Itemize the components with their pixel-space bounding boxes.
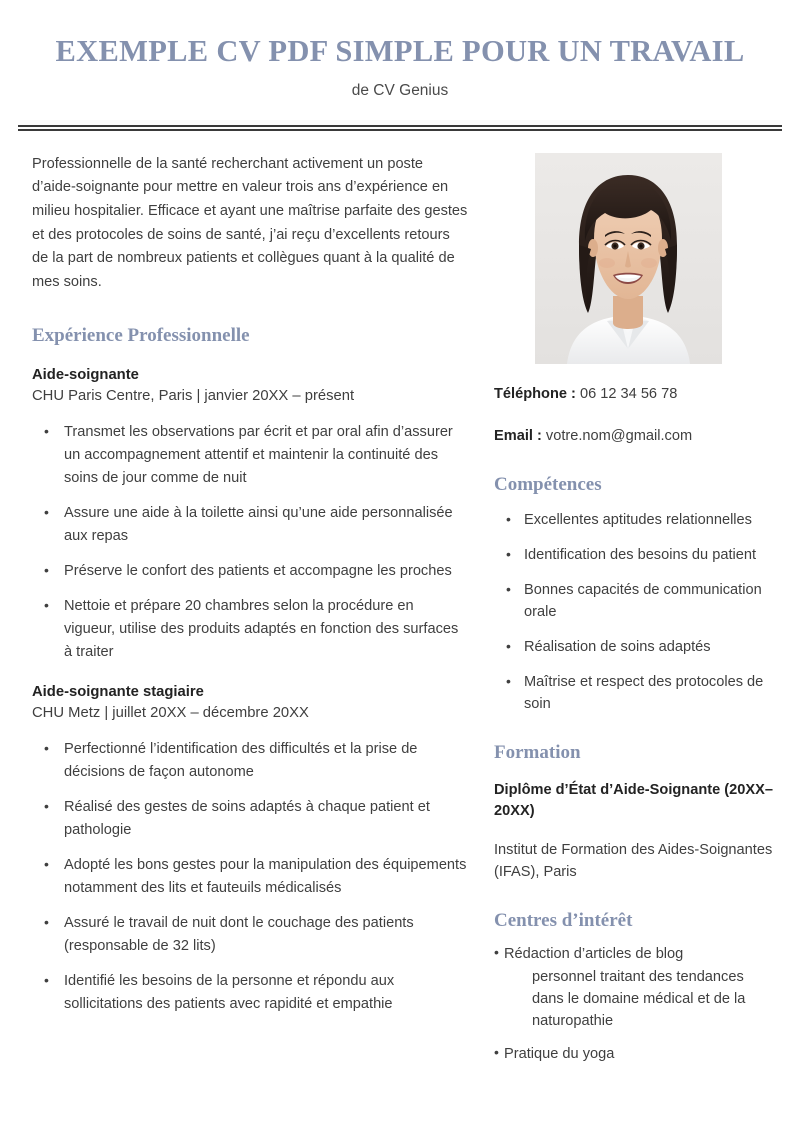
job-title: Aide-soignante stagiaire <box>32 684 204 701</box>
contact-phone-value: 06 12 34 56 78 <box>579 385 678 402</box>
left-column <box>0 153 480 1028</box>
right-column <box>480 153 800 1076</box>
job-meta: CHU Metz | juillet 20XX – décembre 20XX <box>32 705 309 722</box>
contact-email-label: Email : <box>494 427 542 444</box>
interest-first-line: Rédaction d’articles de blog <box>504 946 684 963</box>
resume-body <box>0 153 800 1076</box>
list-item: • Nettoie et prépare 20 chambres selon la procédure en vigueur, utilise des produits adaptés en fonction des surfaces à traiter <box>32 595 468 664</box>
list-item: • Réalisation de soins adaptés <box>494 637 776 659</box>
list-item: • Perfectionné l’identification des difficultés et la prise de décisions de façon autonome <box>32 738 468 784</box>
list-item <box>494 1043 776 1065</box>
list-item: • Préserve le confort des patients et accompagne les proches <box>32 560 468 583</box>
list-item: • Transmet les observations par écrit et par oral afin d’assurer un accompagnement attentif et maintenir la continuité des soins de jour comme de nuit <box>32 421 468 490</box>
document-header <box>0 0 800 101</box>
job-bullet-list <box>32 421 468 664</box>
list-item: • Identification des besoins du patient <box>494 545 776 567</box>
education-degree: Diplôme d’État d’Aide-Soignante (20XX–20XX) <box>494 782 773 820</box>
page-title: EXEMPLE CV PDF SIMPLE POUR UN TRAVAIL <box>55 34 745 68</box>
job-bullet-list <box>32 738 468 1016</box>
contact-email-value: votre.nom@gmail.com <box>545 427 693 444</box>
section-heading-skills: Compétences <box>494 473 602 495</box>
interest-first-line: Pratique du yoga <box>504 1046 615 1063</box>
avatar <box>535 153 722 364</box>
section-heading-experience: Expérience Professionnelle <box>32 324 250 346</box>
skills-list <box>494 510 776 715</box>
list-item: • Adopté les bons gestes pour la manipulation des équipements notamment des lits et fauteuils médicalisés <box>32 854 468 900</box>
job-meta: CHU Paris Centre, Paris | janvier 20XX – présent <box>32 388 355 405</box>
contact-email <box>494 426 776 448</box>
professional-summary: Professionnelle de la santé recherchant activement un poste d’aide-soignante pour mettre en valeur trois ans d’expérience en milieu hospitalier. Efficace et ayant une maîtrise parfaite des gestes et des protocoles de soins de santé, j’ai reçu d’excellents retours de la part de nombreux patients et collègues quant à la qualité de mes soins. <box>32 155 468 290</box>
experience-entry <box>32 683 468 1016</box>
education-school: Institut de Formation des Aides-Soignantes (IFAS), Paris <box>494 841 773 880</box>
job-title: Aide-soignante <box>32 367 139 384</box>
section-heading-education: Formation <box>494 741 581 763</box>
portrait-photo-icon <box>535 153 722 364</box>
list-item: • Réalisé des gestes de soins adaptés à chaque patient et pathologie <box>32 796 468 842</box>
interests-list <box>494 943 776 1065</box>
interest-continuation: personnel traitant des tendances dans le domaine médical et de la naturopathie <box>532 968 746 1029</box>
section-heading-interests: Centres d’intérêt <box>494 909 633 931</box>
contact-phone <box>494 384 776 406</box>
list-item: • Excellentes aptitudes relationnelles <box>494 510 776 532</box>
list-item: • Bonnes capacités de communication orale <box>494 580 776 624</box>
list-item <box>494 943 776 1032</box>
experience-entry <box>32 366 468 664</box>
list-item: • Identifié les besoins de la personne et répondu aux sollicitations des patients avec rapidité et empathie <box>32 970 468 1016</box>
page-subtitle: de CV Genius <box>351 82 449 100</box>
list-item: • Maîtrise et respect des protocoles de soin <box>494 672 776 716</box>
contact-phone-label: Téléphone : <box>494 385 576 402</box>
list-item: • Assuré le travail de nuit dont le couchage des patients (responsable de 32 lits) <box>32 912 468 958</box>
list-item: • Assure une aide à la toilette ainsi qu’une aide personnalisée aux repas <box>32 502 468 548</box>
header-divider <box>18 125 782 131</box>
